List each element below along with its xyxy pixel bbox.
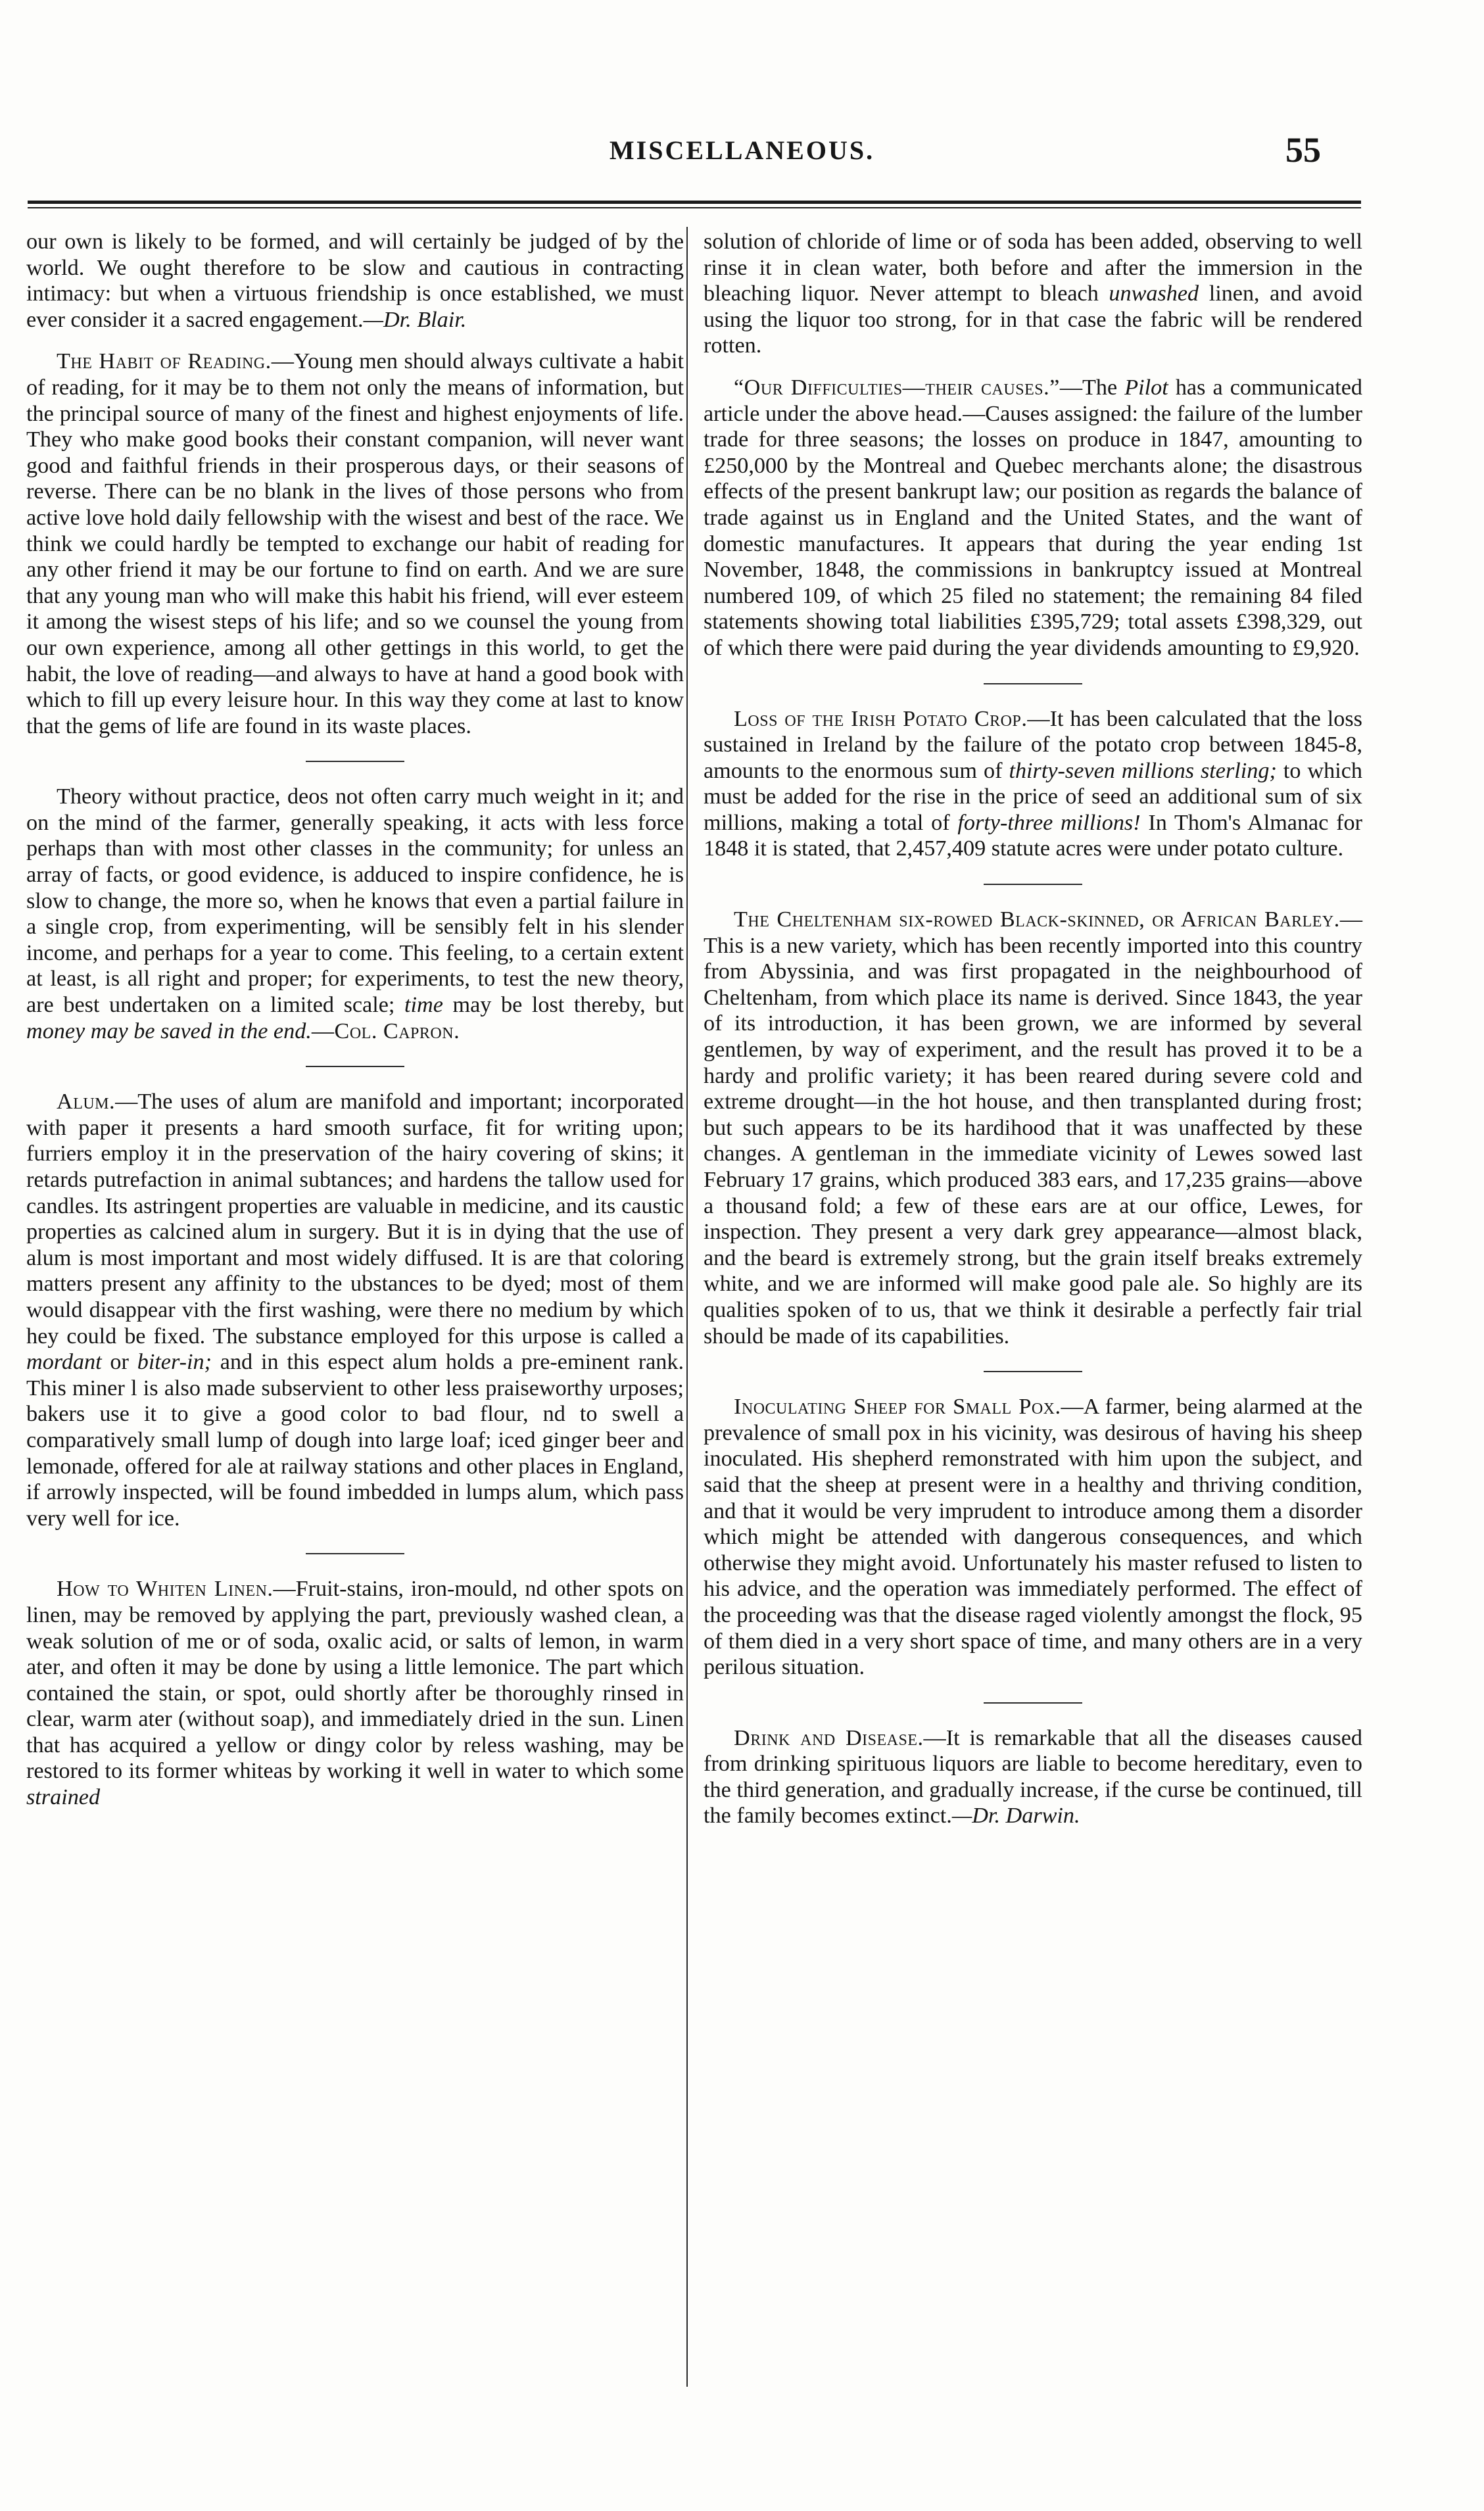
article-body-mid: may be lost thereby, but xyxy=(452,993,684,1018)
article-drink-disease xyxy=(704,1725,1362,1829)
column-divider xyxy=(686,227,688,2387)
word-or: or xyxy=(110,1350,129,1375)
article-body: —It has been calculated that the loss sustained in Ireland by the failure of the potato crop between 1845-8, amounts to the enormous sum of xyxy=(704,706,1362,783)
blair-text: our own is likely to be formed, and will certainly be judged of by the world. We ought therefore to be slow and cautious in contracting intimacy: but when a virtuous friendship is once established, we must ever consider it a sacred engagement. xyxy=(26,229,684,332)
article-body: —The uses of alum are manifold and important; incorporated with paper it presents a hard smooth surface, fit for writing upon; furriers employ it in the preservation of the hairy covering of skins; it retards putrefaction in animal subtances; and hardens the tallow used for candles. Its astringent properties are valuable in medicine, and its caustic properties as calcined alum in surgery. But it is in dying that the use of alum is most important and most widely diffused. It is are that coloring matters present any affinity to the ubstances to be dyed; most of them would disappear vith the first washing, were there no medium by which hey could be fixed. The substance employed for this urpose is called a xyxy=(26,1089,684,1349)
article-heading: The Cheltenham six-rowed Black-skinned, or African Barley. xyxy=(734,907,1340,932)
article-heading: The Habit of Reading. xyxy=(57,349,272,374)
article-inoculating-sheep xyxy=(704,1394,1362,1681)
article-body: —This is a new variety, which has been recently imported into this country from Abyssinia, and was first propagated in the neighbourhood of Cheltenham, from which place its name is derived. Since 1843, the year of its introduction, it has been grown, we are informed by several gentlemen, by way of experiment, and the result has proved it to be a hardy and prolific variety; it has been reared during severe cold and extreme drought—in the hot house, and then transplanted during frost; but such appears to be its hardihood that it was unaffected by these changes. A gentleman in the immediate vicinity of Lewes sowed last February 17 grains, which produced 383 ears, and 17,235 grains—above a thousand fold; a few of these ears are at our office, Lewes, for inspection. They present a very dark grey appearance—almost black, and the beard is extremely strong, but the grain itself breaks extremely white, and we are informed will make good pale ale. So highly are its qualities spoken of to us, that we think it desirable a perfectly fair trial should be made of its capabilities. xyxy=(704,907,1362,1349)
article-heading: Drink and Disease. xyxy=(734,1725,924,1750)
article-cheltenham-barley xyxy=(704,907,1362,1349)
article-body-2: to which must be added for the rise in the price of seed an additional sum of six millions, making a total of xyxy=(704,758,1362,835)
article-body: —It is remarkable that all the diseases caused from drinking spirituous liquors are liable to become hereditary, even to the third generation, and gradually increase, if the curse be continued, till the family becomes extinct. xyxy=(704,1725,1362,1829)
italic-money: money may be saved in the end. xyxy=(26,1018,312,1043)
darwin-attribution: —Dr. Darwin. xyxy=(951,1804,1080,1829)
italic-forty-three: forty-three millions! xyxy=(957,810,1141,835)
capron-attribution: —Col. Capron. xyxy=(311,1018,460,1043)
section-separator xyxy=(306,1553,404,1554)
blair-continuation xyxy=(26,229,684,333)
article-heading: How to Whiten Linen. xyxy=(57,1577,274,1602)
italic-unwashed: unwashed xyxy=(1109,281,1199,306)
italic-thirty-seven: thirty-seven millions sterling; xyxy=(1009,758,1277,783)
left-column xyxy=(26,229,684,1811)
article-body: —Fruit-stains, iron-mould, nd other spots on linen, may be removed by applying the part, previously washed clean, a weak solution of me or of soda, oxalic acid, or salts of lemon, in warm ater, and often it may be done by using a little lemonice. The part which contained the stain, or spot, ould shortly after be thoroughly rinsed in clear, warm ater (without soap), and immediately dried in the sun. Linen that has acquired a yellow or dingy color by reless washing, may be restored to its former whiteas by working it well in water to which some xyxy=(26,1577,684,1784)
heading-dash: —The xyxy=(1059,375,1118,400)
italic-strained: strained xyxy=(26,1785,101,1810)
article-alum xyxy=(26,1089,684,1531)
section-separator xyxy=(984,884,1082,885)
section-separator xyxy=(306,1066,404,1067)
italic-pilot: Pilot xyxy=(1124,375,1168,400)
article-whiten-linen xyxy=(26,1576,684,1810)
italic-time: time xyxy=(404,993,443,1018)
page-number: 55 xyxy=(1285,130,1321,170)
article-body: has a communicated article under the above head.—Causes assigned: the failure of the lumber trade for three seasons; the losses on produce in 1847, amounting to £250,000 by the Montreal and Quebec merchants alone; the disastrous effects of the present bankrupt law; our position as regards the balance of trade against us in England and the United States, and the want of domestic manufactures. It appears that during the year ending 1st November, 1848, the commissions in bankruptcy issued at Montreal numbered 109, of which 25 filed no statement; the remaining 84 filed statements showing total liabilities £395,729; total assets £398,329, out of which there were paid during the year dividends amounting to £9,920. xyxy=(704,375,1363,660)
italic-mordant: mordant xyxy=(26,1350,102,1375)
section-separator xyxy=(984,1702,1082,1704)
article-body: —A farmer, being alarmed at the prevalence of small pox in his vicinity, was desirous of having his sheep inoculated. His shepherd remonstrated with him upon the subject, and said that the sheep at present were in a healthy and thriving condition, and that it would be very imprudent to introduce among them a disorder which might be attended with dangerous consequences, and which otherwise they might avoid. Unfortunately his master refused to listen to his advice, and the operation was immediately performed. The effect of the proceeding was that the disease raged violently amongst the flock, 95 of them died in a very short space of time, and many others are in a very perilous situation. xyxy=(704,1395,1363,1680)
italic-biter-in: biter-in; xyxy=(137,1350,212,1375)
header-rule-thick xyxy=(28,201,1361,204)
section-separator xyxy=(984,683,1082,684)
section-separator xyxy=(306,761,404,762)
running-head xyxy=(0,130,1484,181)
article-body-2: linen, and avoid using the liquor too strong, for in that case the fabric will be rendered rotten. xyxy=(704,281,1363,358)
article-body: —Young men should always cultivate a habit of reading, for it may be to them not only the means of information, but the principal source of many of the finest and highest enjoyments of life. They who make good books their constant companion, will never want good and faithful friends in their prosperous days, or their seasons of reverse. There can be no blank in the lives of those persons who from active love hold daily fellowship with the wisest and best of the race. We think we could hardly be tempted to exchange our habit of reading for any other friend it may be our fortune to find on earth. And we are sure that any young man who will make this habit his friend, will ever esteem it among the wisest steps of his life; and so we counsel the young from our own experience, among all other gettings in this world, to get the habit, the love of reading—and always to have at hand a good book with which to fill up every leisure hour. In this way they come at last to know that the gems of life are found in its waste places. xyxy=(26,349,684,738)
article-our-difficulties xyxy=(704,375,1362,661)
header-rule-thin xyxy=(28,207,1361,208)
article-body: Theory without practice, deos not often carry much weight in it; and on the mind of the farmer, generally speaking, it acts with less force perhaps than with most other classes in the community; for unless an array of facts, or good evidence, is adduced to inspire confidence, he is slow to change, the more so, when he knows that even a partial failure in a single crop, from experimenting, will be sensibly felt in his slender income, and perhaps for a year to come. This feeling, to a certain extent at least, is all right and proper; for experiments, to test the new theory, are best undertaken on a limited scale; xyxy=(26,784,684,1018)
article-heading: “Our Difficulties—their causes.” xyxy=(734,375,1060,400)
running-title: MISCELLANEOUS. xyxy=(609,135,875,165)
article-body-2: and in this espect alum holds a pre-eminent rank. This miner l is also made subservient to other less praiseworthy urposes; bakers use it to give a good color to bad flour, nd to swell a comparatively small lump of dough into large loaf; iced ginger beer and lemonade, offered for ale at railway stations and other places in England, if arrowly inspected, will be found imbedded in lumps alum, which pass very well for ice. xyxy=(26,1350,684,1531)
right-column xyxy=(704,229,1362,1829)
article-body: solution of chloride of lime or of soda has been added, observing to well rinse it in clean water, both before and after the immersion in the bleaching liquor. Never attempt to bleach xyxy=(704,229,1362,306)
article-heading: Inoculating Sheep for Small Pox. xyxy=(734,1395,1061,1420)
article-irish-potato xyxy=(704,706,1362,863)
linen-continuation xyxy=(704,229,1362,359)
article-heading: Alum. xyxy=(57,1089,116,1114)
article-heading: Loss of the Irish Potato Crop. xyxy=(734,706,1028,731)
article-theory-practice xyxy=(26,784,684,1044)
blair-attribution: —Dr. Blair. xyxy=(363,307,467,332)
section-separator xyxy=(984,1371,1082,1372)
article-body-3: In Thom's Almanac for 1848 it is stated, that 2,457,409 statute acres were under potato culture. xyxy=(704,810,1363,861)
article-habit-of-reading xyxy=(26,348,684,739)
